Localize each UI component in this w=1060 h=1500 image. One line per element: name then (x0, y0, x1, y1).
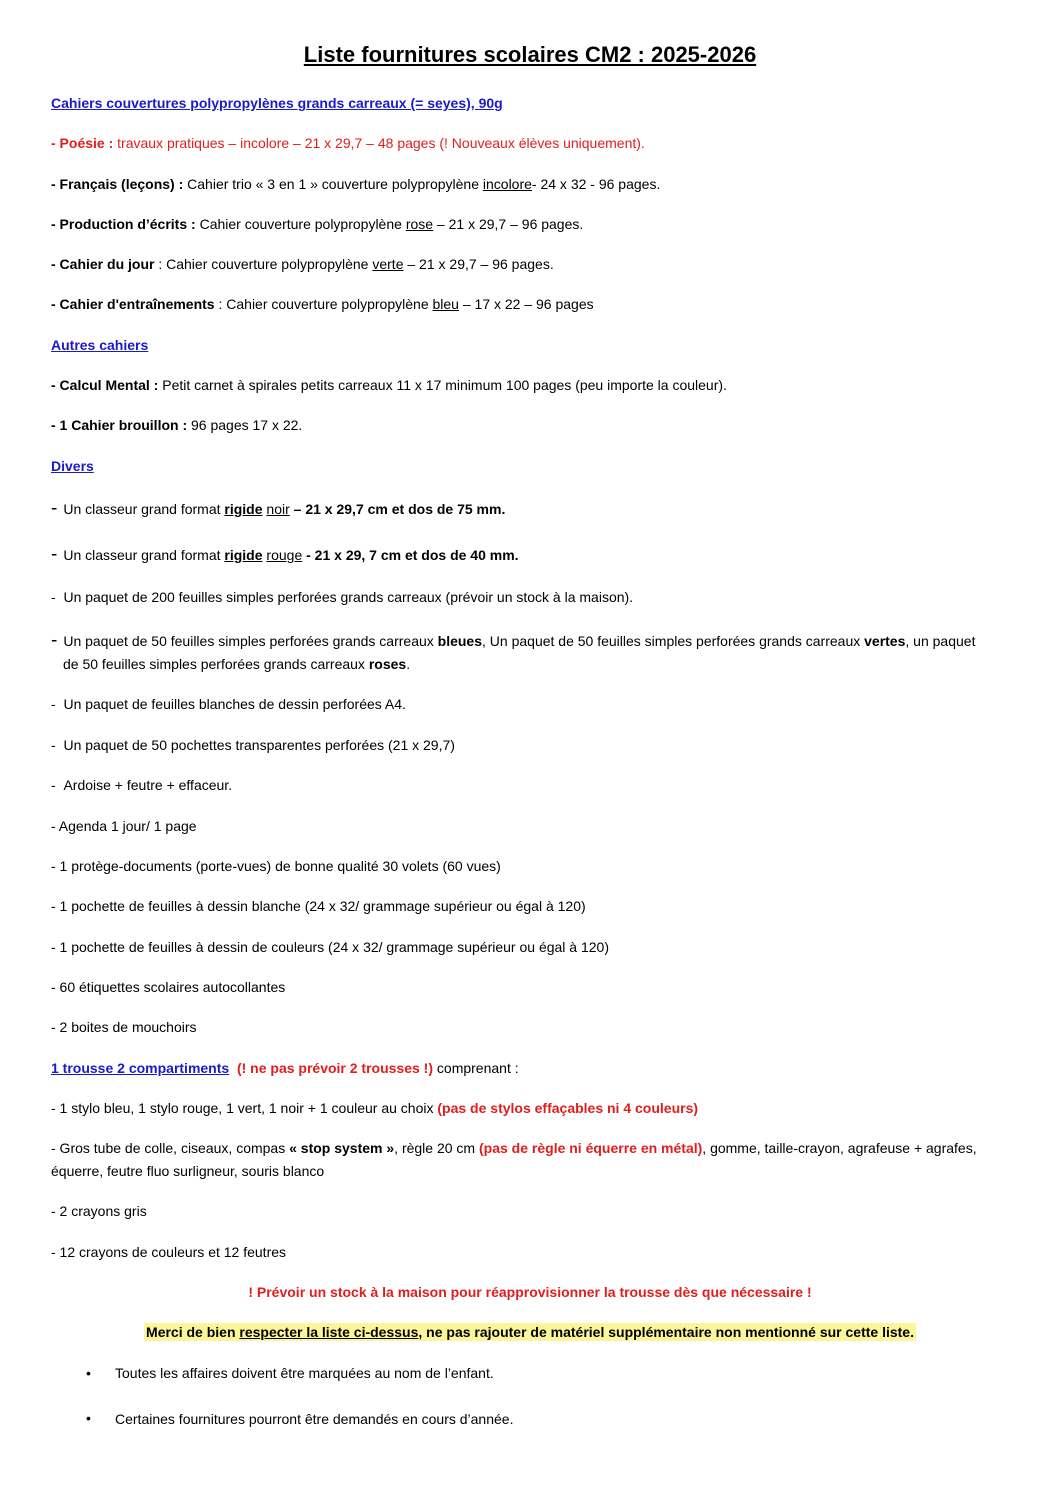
merci-highlight (144, 1323, 916, 1341)
classeur2-color: rouge (266, 547, 303, 563)
colle-t2: , règle 20 cm (394, 1140, 479, 1156)
item-production-label: - Production d’écrits : (51, 216, 196, 232)
classeur2-pre: Un classeur grand format (63, 547, 225, 563)
item-production-pre: Cahier couverture polypropylène (195, 216, 406, 232)
item-jour-post: – 21 x 29,7 – 96 pages. (403, 256, 554, 272)
item-crayons-couleurs: - 12 crayons de couleurs et 12 feutres (51, 1244, 287, 1260)
heading-divers: Divers (51, 458, 94, 474)
stylos-warning: (pas de stylos effaçables ni 4 couleurs) (437, 1100, 699, 1116)
paquet50-t2: , Un paquet de 50 feuilles simples perforées grands carreaux (482, 633, 865, 649)
item-etiquettes: - 60 étiquettes scolaires autocollantes (51, 979, 286, 995)
item-agenda: - Agenda 1 jour/ 1 page (51, 818, 197, 834)
ardoise-text: Ardoise + feutre + effaceur. (63, 777, 233, 793)
colle-stop-system: « stop system » (289, 1140, 395, 1156)
item-brouillon-text: 96 pages 17 x 22. (187, 417, 303, 433)
item-paquet-200: - Un paquet de 200 feuilles simples perforées grands carreaux (prévoir un stock à la maison). (51, 589, 634, 605)
item-brouillon (51, 416, 302, 435)
item-entrainements (51, 295, 594, 314)
colle-warning: (pas de règle ni équerre en métal) (479, 1140, 703, 1156)
trousse-warning: (! ne pas prévoir 2 trousses !) (236, 1060, 434, 1076)
classeur2-rigide: rigide (224, 547, 263, 563)
page-title: Liste fournitures scolaires CM2 : 2025-2026 (303, 42, 757, 67)
merci-t1: Merci de bien (146, 1324, 240, 1340)
item-entrainements-color: bleu (432, 296, 459, 312)
item-production (51, 215, 583, 234)
item-entrainements-label: - Cahier d'entraînements (51, 296, 215, 312)
dash-marker: - (51, 544, 58, 565)
item-crayons-gris: - 2 crayons gris (51, 1203, 147, 1219)
paquet50-t4: de 50 feuilles simples perforées grands carreaux (63, 656, 369, 672)
bullet-item-fournitures: Certaines fournitures pourront être demandés en cours d’année. (115, 1411, 514, 1427)
merci-notice (0, 1323, 1060, 1342)
item-dessin-a4: - Un paquet de feuilles blanches de dessin perforées A4. (51, 696, 406, 712)
classeur1-post: – 21 x 29,7 cm et dos de 75 mm. (289, 501, 506, 517)
item-colle (51, 1139, 977, 1158)
item-production-post: – 21 x 29,7 – 96 pages. (433, 216, 584, 232)
dash-marker: - (51, 630, 58, 651)
item-entrainements-pre: : Cahier couverture polypropylène (214, 296, 433, 312)
dash-marker: - (51, 498, 58, 519)
bullet-icon: • (86, 1365, 91, 1381)
item-paquet-50-couleurs (51, 631, 975, 651)
item-jour-color: verte (372, 256, 404, 272)
paquet50-bleues: bleues (437, 633, 483, 649)
item-mouchoirs: - 2 boites de mouchoirs (51, 1019, 197, 1035)
item-pochette-blanche: - 1 pochette de feuilles à dessin blanche (24 x 32/ grammage supérieur ou égal à 120) (51, 898, 586, 914)
trousse-comprenant: comprenant : (433, 1060, 519, 1076)
item-francais-pre: Cahier trio « 3 en 1 » couverture polypropylène (183, 176, 483, 192)
item-paquet-50-continuation (63, 655, 410, 674)
item-protege-documents: - 1 protège-documents (porte-vues) de bonne qualité 30 volets (60 vues) (51, 858, 501, 874)
paquet50-roses: roses (368, 656, 407, 672)
stock-notice: ! Prévoir un stock à la maison pour réapprovisionner la trousse dès que nécessaire ! (248, 1284, 812, 1300)
heading-cahiers: Cahiers couvertures polypropylènes grands carreaux (= seyes), 90g (51, 95, 503, 111)
item-stylos (51, 1099, 698, 1118)
item-calcul-mental (51, 376, 727, 395)
item-pochettes: - Un paquet de 50 pochettes transparentes perforées (21 x 29,7) (51, 737, 455, 753)
item-jour-pre: : Cahier couverture polypropylène (154, 256, 373, 272)
classeur2-post: - 21 x 29, 7 cm et dos de 40 mm. (302, 547, 519, 563)
paquet50-t3: , un paquet (905, 633, 976, 649)
merci-t2: , ne pas rajouter de matériel supplémentaire non mentionné sur cette liste. (418, 1324, 914, 1340)
item-pochette-couleurs: - 1 pochette de feuilles à dessin de couleurs (24 x 32/ grammage supérieur ou égal à 120) (51, 939, 610, 955)
item-cahier-jour (51, 255, 554, 274)
item-poesie-label: - Poésie : (51, 135, 114, 151)
paquet50-vertes: vertes (864, 633, 906, 649)
classeur1-rigide: rigide (224, 501, 263, 517)
merci-underlined: respecter la liste ci-dessus (239, 1324, 419, 1340)
pochettes-text: Un paquet de 50 pochettes transparentes perforées (21 x 29,7) (63, 737, 455, 753)
item-production-color: rose (405, 216, 434, 232)
stylos-text: - 1 stylo bleu, 1 stylo rouge, 1 vert, 1 noir + 1 couleur au choix (51, 1100, 438, 1116)
bullet-icon: • (86, 1410, 91, 1426)
item-poesie (51, 134, 645, 153)
paquet50-t5: . (406, 656, 411, 672)
item-calcul-text: Petit carnet à spirales petits carreaux 11 x 17 minimum 100 pages (peu importe la couleur). (158, 377, 727, 393)
bullet-item-marquees: Toutes les affaires doivent être marquées au nom de l’enfant. (115, 1365, 494, 1381)
heading-autres-cahiers: Autres cahiers (51, 337, 149, 353)
paquet50-t1: Un paquet de 50 feuilles simples perforées grands carreaux (63, 633, 438, 649)
item-classeur-noir (51, 499, 505, 519)
classeur1-color: noir (266, 501, 290, 517)
item-brouillon-label: - 1 Cahier brouillon : (51, 417, 188, 433)
paquet200-text: Un paquet de 200 feuilles simples perforées grands carreaux (prévoir un stock à la maison). (63, 589, 634, 605)
item-colle-continuation: équerre, feutre fluo surligneur, souris blanco (51, 1163, 325, 1179)
item-ardoise: - Ardoise + feutre + effaceur. (51, 777, 233, 793)
item-francais-post: - 24 x 32 - 96 pages. (531, 176, 661, 192)
dessinA4-text: Un paquet de feuilles blanches de dessin perforées A4. (63, 696, 406, 712)
item-francais-color: incolore (482, 176, 532, 192)
item-jour-label: - Cahier du jour (51, 256, 155, 272)
colle-t3: , gomme, taille-crayon, agrafeuse + agrafes, (702, 1140, 977, 1156)
heading-trousse-line (51, 1059, 519, 1078)
heading-trousse: 1 trousse 2 compartiments (51, 1060, 230, 1076)
item-entrainements-post: – 17 x 22 – 96 pages (458, 296, 594, 312)
classeur1-pre: Un classeur grand format (63, 501, 225, 517)
item-calcul-label: - Calcul Mental : (51, 377, 159, 393)
item-classeur-rouge (51, 545, 519, 565)
item-francais-label: - Français (leçons) : (51, 176, 184, 192)
item-poesie-text: travaux pratiques – incolore – 21 x 29,7 – 48 pages (! Nouveaux élèves uniquement). (113, 135, 645, 151)
colle-t1: - Gros tube de colle, ciseaux, compas (51, 1140, 290, 1156)
item-francais (51, 175, 660, 194)
